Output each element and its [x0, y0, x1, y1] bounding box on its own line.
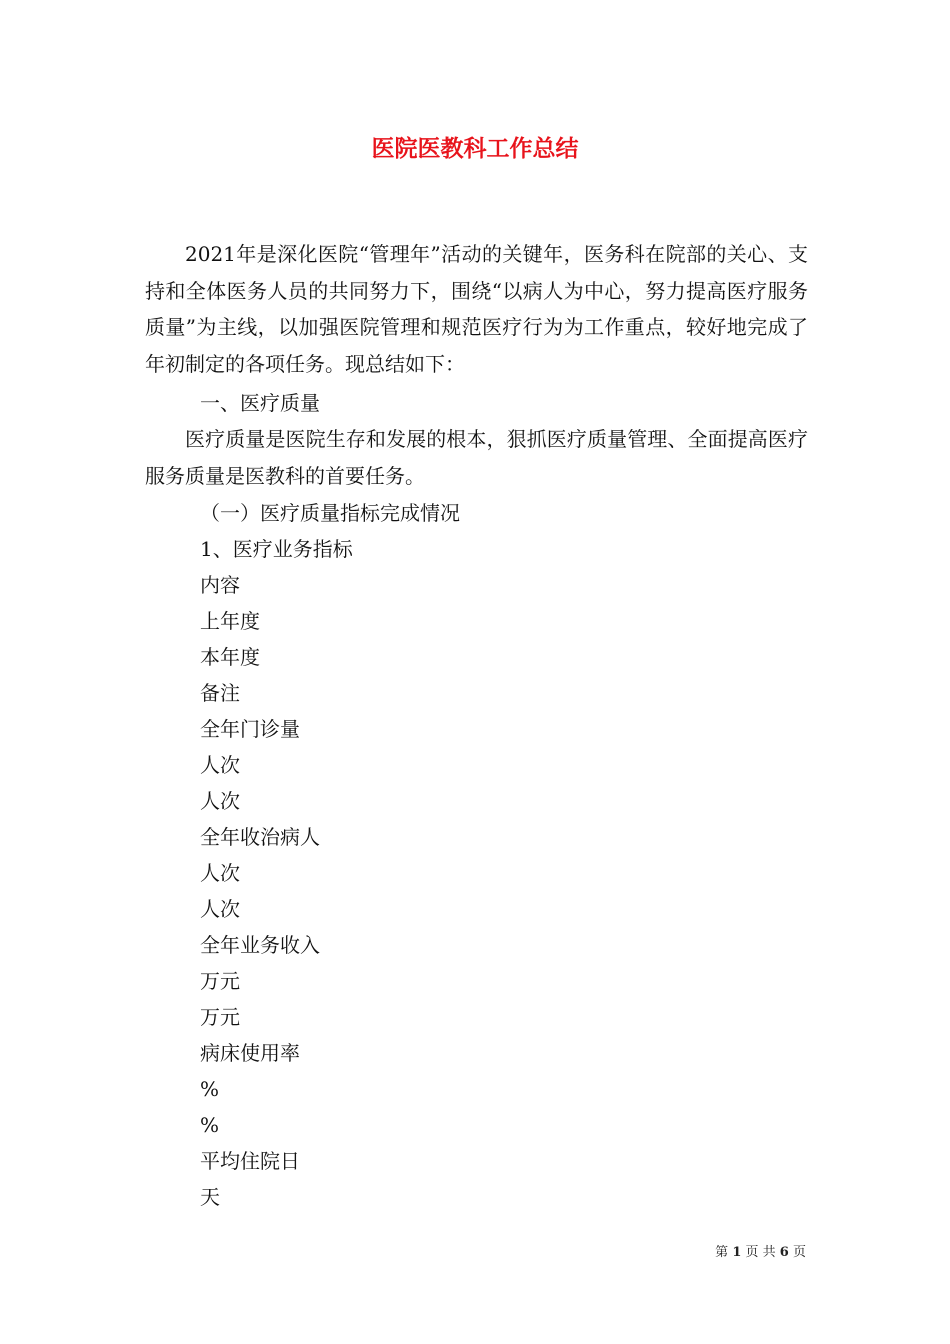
- section-paragraph: 医疗质量是医院生存和发展的根本，狠抓医疗质量管理、全面提高医疗服务质量是医教科的首要任务。: [145, 427, 808, 488]
- table-line: 万元: [200, 969, 240, 993]
- footer-current-page: 1: [732, 1245, 742, 1260]
- footer-suffix: 页: [792, 1245, 806, 1260]
- table-line: 内容: [200, 573, 240, 597]
- table-line: 人次: [200, 789, 240, 813]
- section-heading: 一、医疗质量: [200, 391, 320, 415]
- table-line: 天: [200, 1185, 220, 1209]
- table-line: 备注: [200, 681, 240, 705]
- item-heading: 1、医疗业务指标: [200, 537, 353, 561]
- table-line: 全年业务收入: [200, 933, 320, 957]
- subsection-heading: （一）医疗质量指标完成情况: [200, 501, 460, 525]
- table-line: 万元: [200, 1005, 240, 1029]
- footer-prefix: 第: [715, 1245, 729, 1260]
- table-line: 平均住院日: [200, 1149, 300, 1173]
- table-line: 人次: [200, 753, 240, 777]
- table-line: %: [200, 1077, 220, 1101]
- intro-paragraph: 2021年是深化医院“管理年”活动的关键年，医务科在院部的关心、支持和全体医务人员的共同努力下，围绕“以病人为中心，努力提高医疗服务质量”为主线，以加强医院管理和规范医疗行为为工作重点，较好地完成了年初制定的各项任务。现总结如下：: [145, 242, 808, 376]
- table-line: 人次: [200, 897, 240, 921]
- page-footer: [0, 1244, 806, 1262]
- table-line: 全年收治病人: [200, 825, 320, 849]
- document-title: 医院医教科工作总结: [371, 135, 579, 162]
- table-line: 人次: [200, 861, 240, 885]
- table-line: 上年度: [200, 609, 260, 633]
- footer-total-pages: 6: [779, 1245, 789, 1260]
- table-line: 本年度: [200, 645, 260, 669]
- table-line: 全年门诊量: [200, 717, 300, 741]
- table-line: 病床使用率: [200, 1041, 300, 1065]
- footer-middle: 页 共: [745, 1245, 776, 1260]
- table-line: %: [200, 1113, 220, 1137]
